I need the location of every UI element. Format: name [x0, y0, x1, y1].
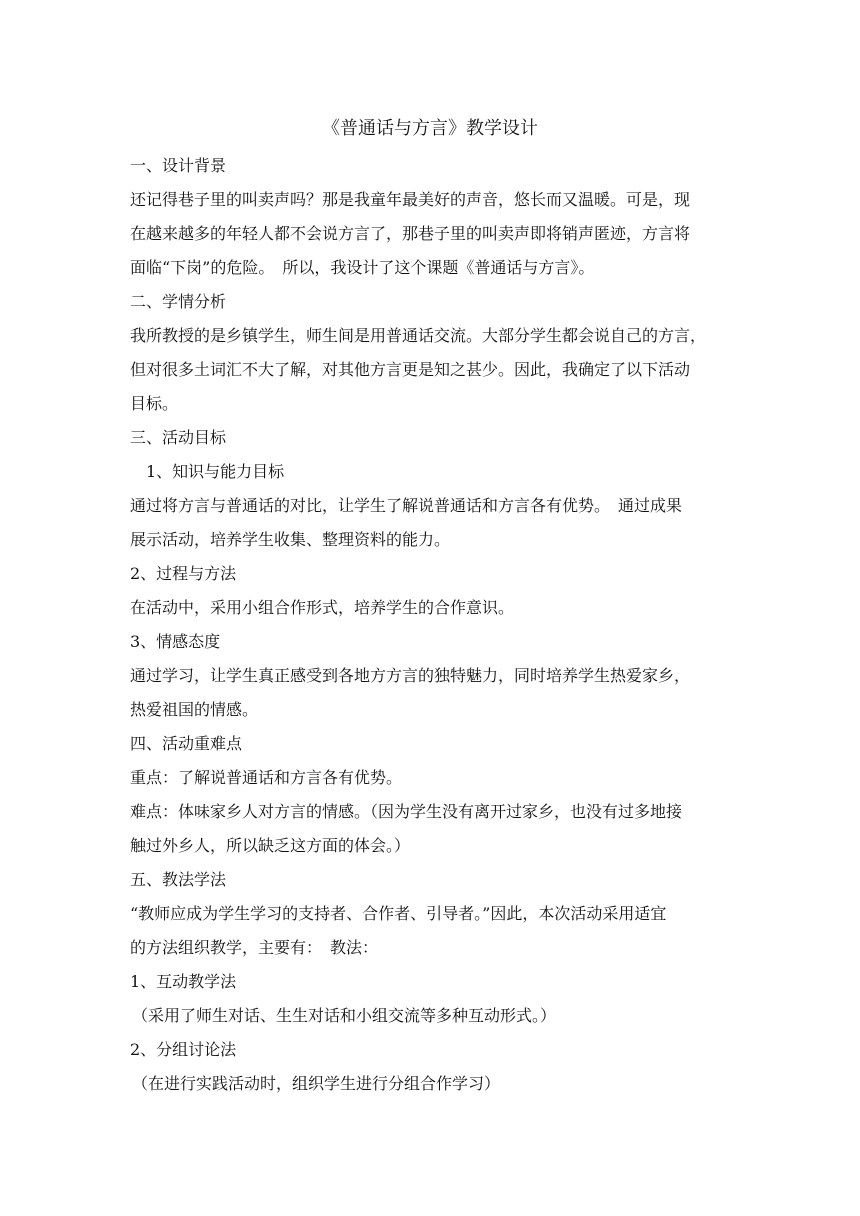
paragraph-line: 还记得巷子里的叫卖声吗？那是我童年最美好的声音，悠长而又温暖。可是，现 [130, 190, 691, 209]
paragraph-line: 在活动中，采用小组合作形式，培养学生的合作意识。 [130, 598, 515, 617]
section-heading-key-points: 四、活动重难点 [130, 734, 243, 753]
paragraph-line: 但对很多土词汇不大了解，对其他方言更是知之甚少。因此，我确定了以下活动 [130, 360, 691, 379]
paragraph-line: 在越来越多的年轻人都不会说方言了，那巷子里的叫卖声即将销声匿迹，方言将 [130, 224, 691, 243]
section-heading-analysis: 二、学情分析 [130, 292, 227, 311]
section-heading-objectives: 三、活动目标 [130, 428, 227, 447]
paragraph-line: 目标。 [130, 394, 179, 413]
paragraph-line: 热爱祖国的情感。 [130, 700, 259, 719]
document-title: 《普通话与方言》教学设计 [322, 118, 538, 139]
paragraph-line: 难点：体味家乡人对方言的情感。（因为学生没有离开过家乡，也没有过多地接 [130, 802, 683, 821]
subheading-emotion: 3、情感态度 [130, 632, 221, 651]
paragraph-line: 展示活动，培养学生收集、整理资料的能力。 [130, 530, 451, 549]
paragraph-line: （采用了师生对话、生生对话和小组交流等多种互动形式。） [132, 1006, 557, 1025]
paragraph-line: 面临“下岗”的危险。 所以，我设计了这个课题《普通话与方言》。 [130, 258, 595, 277]
section-heading-background: 一、设计背景 [130, 156, 227, 175]
subheading-interactive: 1、互动教学法 [130, 972, 237, 991]
paragraph-line: 通过将方言与普通话的对比，让学生了解说普通话和方言各有优势。 通过成果 [130, 496, 683, 515]
paragraph-line: “教师应成为学生学习的支持者、合作者、引导者。”因此，本次活动采用适宜 [130, 904, 667, 923]
paragraph-line: 的方法组织教学，主要有： 教法： [130, 938, 379, 957]
subheading-process: 2、过程与方法 [130, 564, 237, 583]
subheading-group-discussion: 2、分组讨论法 [130, 1040, 237, 1059]
paragraph-line: （在进行实践活动时，组织学生进行分组合作学习） [132, 1074, 501, 1093]
section-heading-methods: 五、教法学法 [130, 870, 227, 889]
paragraph-line: 重点：了解说普通话和方言各有优势。 [130, 768, 403, 787]
paragraph-line: 通过学习，让学生真正感受到各地方方言的独特魅力，同时培养学生热爱家乡， [130, 666, 691, 685]
paragraph-line: 触过外乡人，所以缺乏这方面的体会。） [130, 836, 411, 855]
subheading-knowledge: 1、知识与能力目标 [146, 462, 285, 481]
paragraph-line: 我所教授的是乡镇学生，师生间是用普通话交流。大部分学生都会说自己的方言， [130, 326, 707, 345]
